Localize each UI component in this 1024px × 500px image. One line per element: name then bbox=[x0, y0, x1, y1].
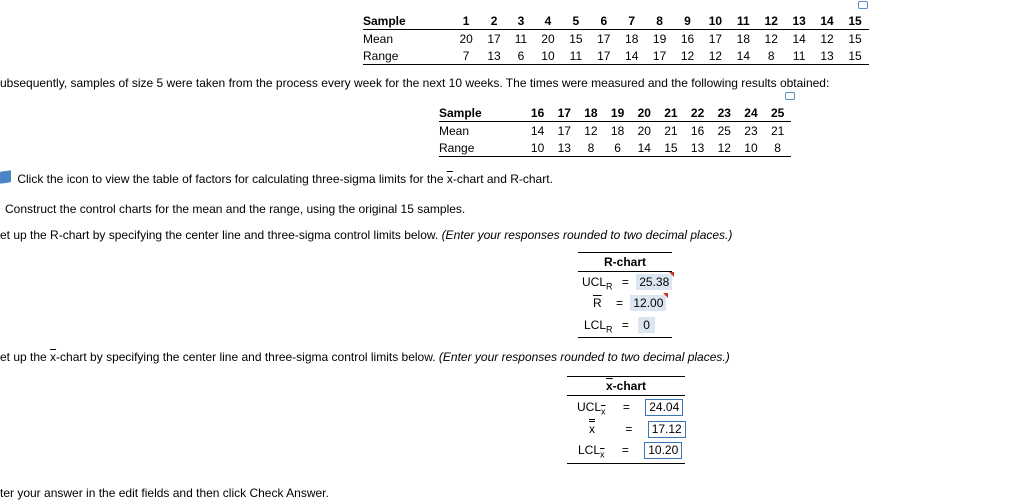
table-cell: 6 bbox=[508, 47, 534, 65]
table2-header-cell: 16 bbox=[524, 104, 551, 122]
ucl-x-input[interactable]: 24.04 bbox=[645, 399, 683, 416]
copy-table-icon[interactable] bbox=[785, 92, 795, 100]
table-cell: 18 bbox=[736, 31, 750, 46]
table2-header-cell: 18 bbox=[578, 104, 605, 122]
table-row bbox=[439, 122, 791, 140]
ucl-r-input[interactable]: 25.38 bbox=[636, 274, 672, 290]
factors-instruction: Click the icon to view the table of factors for calculating three-sigma limits for the $\overline{x}$-chart and R-chart. bbox=[0, 171, 553, 186]
table-cell: 14 bbox=[530, 123, 545, 138]
table-cell: 17 bbox=[597, 31, 611, 46]
table-cell: 14 bbox=[631, 139, 658, 157]
flag-icon bbox=[663, 293, 668, 298]
table1-header-label: Sample bbox=[363, 12, 452, 30]
table-cell: 25 bbox=[717, 123, 731, 138]
table2-header-cell: 19 bbox=[604, 104, 631, 122]
table2-header-cell: 23 bbox=[711, 104, 738, 122]
construct-text: Construct the control charts for the mean and the range, using the original 15 samples. bbox=[5, 202, 466, 216]
table-cell: 10 bbox=[738, 139, 765, 157]
table1-header-cell: 1 bbox=[452, 12, 480, 30]
table-cell: 14 bbox=[618, 47, 646, 65]
table-row bbox=[363, 30, 869, 48]
table-cell: 20 bbox=[459, 31, 473, 46]
table-cell: 12 bbox=[764, 31, 778, 46]
table2-header-cell: 22 bbox=[684, 104, 711, 122]
rchart-lcl-row: $LCL_R = 0$ bbox=[584, 316, 655, 334]
table-cell: 16 bbox=[690, 123, 705, 138]
subsequent-samples-text: ubsequently, samples of size 5 were taken from the process every week for the next 10 weeks. The times were measured and the following results obtained: bbox=[0, 76, 830, 90]
table1-header-cell: 6 bbox=[590, 12, 618, 30]
rchart-title: R-chart bbox=[578, 253, 672, 272]
flag-icon bbox=[669, 272, 674, 277]
table2-header-cell: 20 bbox=[631, 104, 658, 122]
table-cell: 21 bbox=[664, 123, 678, 138]
table-cell: 16 bbox=[680, 31, 695, 46]
table-cell: 11 bbox=[562, 47, 590, 65]
table1-header-cell: 15 bbox=[841, 12, 869, 30]
table-cell: 15 bbox=[658, 139, 685, 157]
table1-header-cell: 5 bbox=[562, 12, 590, 30]
rchart-panel bbox=[578, 252, 672, 338]
table-row bbox=[439, 139, 791, 157]
table-cell: 8 bbox=[578, 139, 605, 157]
table-cell: 18 bbox=[610, 123, 625, 138]
table-cell: 21 bbox=[770, 123, 785, 138]
table2-header-cell: 25 bbox=[764, 104, 791, 122]
table1-header-cell: 3 bbox=[508, 12, 534, 30]
table-cell: 15 bbox=[841, 47, 869, 65]
xchart-panel bbox=[567, 376, 685, 464]
original-samples-table bbox=[363, 12, 869, 65]
table-cell: 19 bbox=[652, 31, 667, 46]
xchart-lcl-row: $LCL_{\overline{x}} = 10.20$ bbox=[578, 441, 682, 459]
table-cell: 12 bbox=[701, 47, 729, 65]
table-cell: 12 bbox=[584, 123, 598, 138]
rchart-ucl-row: $UCL_R = 25.38$ bbox=[582, 273, 672, 291]
row-label: Range bbox=[363, 47, 452, 65]
table2-header-cell: 17 bbox=[551, 104, 578, 122]
table1-header-cell: 8 bbox=[646, 12, 674, 30]
table1-header-cell: 13 bbox=[785, 12, 813, 30]
lcl-x-input[interactable]: 10.20 bbox=[644, 442, 682, 459]
rchart-center-row: $\overline{R} = 12.00$ bbox=[593, 294, 666, 312]
copy-table-icon[interactable] bbox=[858, 1, 868, 9]
table-cell: 17 bbox=[557, 123, 571, 138]
table-cell: 6 bbox=[604, 139, 631, 157]
table-cell: 17 bbox=[590, 47, 618, 65]
table-cell: 10 bbox=[534, 47, 562, 65]
table-cell: 20 bbox=[637, 123, 651, 138]
rbar-input[interactable]: 12.00 bbox=[630, 295, 666, 311]
table1-header-cell: 9 bbox=[674, 12, 702, 30]
rchart-prompt: et up the R-chart by specifying the center line and three-sigma control limits below. (Enter your responses rounded to two decimal places.) bbox=[0, 228, 733, 242]
row-label: Mean bbox=[439, 123, 470, 138]
table1-header-cell: 4 bbox=[534, 12, 562, 30]
footer-instruction: ter your answer in the edit fields and then click Check Answer. bbox=[0, 486, 329, 500]
table1-header-cell: 7 bbox=[618, 12, 646, 30]
table-cell: 8 bbox=[764, 139, 791, 157]
table-cell: 13 bbox=[551, 139, 578, 157]
table-cell: 13 bbox=[480, 47, 508, 65]
xchart-center-row: x = 17.12 bbox=[589, 420, 686, 438]
lcl-r-input[interactable]: 0 bbox=[638, 317, 655, 333]
table-cell: 17 bbox=[487, 31, 501, 46]
table-cell: 14 bbox=[729, 47, 757, 65]
xchart-ucl-row: $UCL_{\overline{x}} = 24.04$ bbox=[577, 398, 683, 416]
table1-header-cell: 12 bbox=[757, 12, 785, 30]
xchart-prompt: et up the $\overline{x}$-chart by specifying the center line and three-sigma control limits below. (Enter your responses rounded to two decimal places.) bbox=[0, 350, 730, 364]
table-cell: 8 bbox=[757, 47, 785, 65]
table-cell: 11 bbox=[785, 47, 813, 65]
table-cell: 12 bbox=[674, 47, 702, 65]
table-cell: 15 bbox=[848, 31, 862, 46]
table-cell: 23 bbox=[744, 123, 758, 138]
table-cell: 12 bbox=[711, 139, 738, 157]
row-label: Range bbox=[439, 139, 524, 157]
table-cell: 17 bbox=[646, 47, 674, 65]
table2-header-label: Sample bbox=[439, 104, 524, 122]
table-cell: 12 bbox=[820, 31, 834, 46]
subsequent-samples-table bbox=[439, 104, 791, 157]
table-row bbox=[363, 47, 869, 65]
table-cell: 13 bbox=[813, 47, 841, 65]
table-cell: 14 bbox=[792, 31, 806, 46]
xchart-title: $\overline{x}$-chart bbox=[567, 377, 685, 396]
table-cell: 11 bbox=[514, 31, 528, 46]
table-cell: 13 bbox=[684, 139, 711, 157]
table-cell: 20 bbox=[541, 31, 555, 46]
table1-header-cell: 10 bbox=[701, 12, 729, 30]
table-cell: 7 bbox=[452, 47, 480, 65]
table-cell: 17 bbox=[708, 31, 723, 46]
table-cell: 15 bbox=[569, 31, 583, 46]
table2-header-cell: 21 bbox=[658, 104, 685, 122]
xbarbar-input[interactable]: 17.12 bbox=[648, 421, 686, 438]
book-icon[interactable] bbox=[0, 170, 11, 184]
row-label: Mean bbox=[363, 31, 394, 46]
table1-header-cell: 2 bbox=[480, 12, 508, 30]
table1-header-cell: 11 bbox=[729, 12, 757, 30]
table-cell: 10 bbox=[524, 139, 551, 157]
table2-header-cell: 24 bbox=[738, 104, 765, 122]
table-cell: 18 bbox=[625, 31, 639, 46]
table1-header-cell: 14 bbox=[813, 12, 841, 30]
